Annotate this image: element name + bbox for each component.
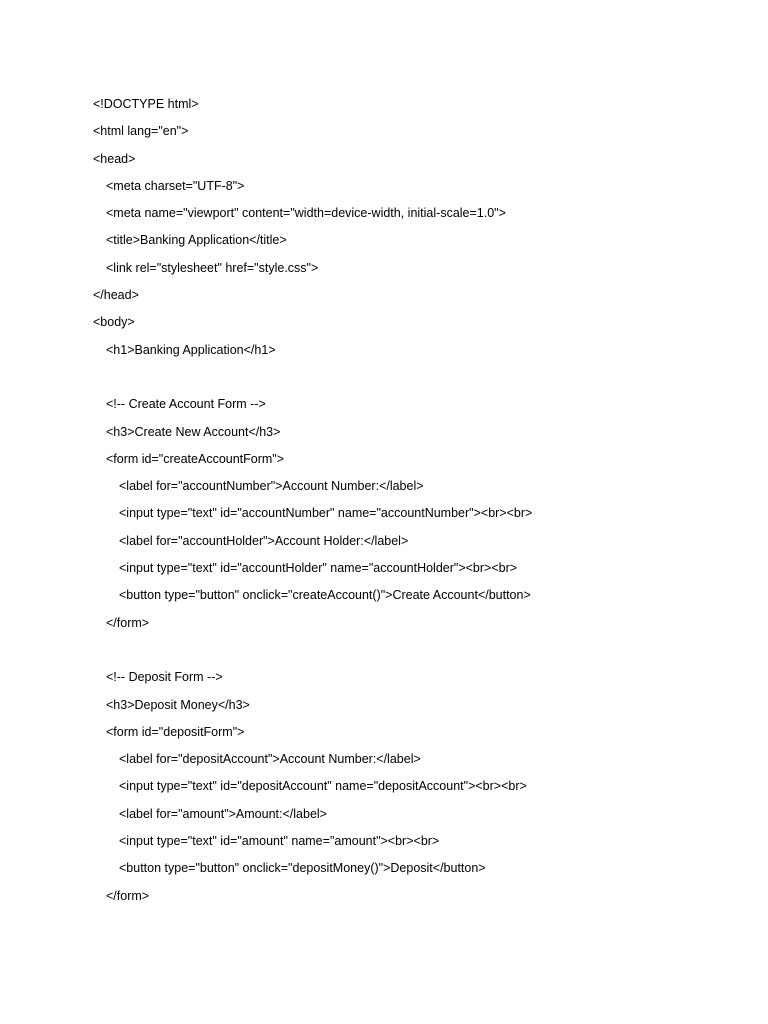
- code-line: <form id="depositForm">: [106, 724, 245, 739]
- code-line: <h3>Deposit Money</h3>: [106, 697, 250, 712]
- code-line: <h1>Banking Application</h1>: [106, 342, 276, 357]
- code-line: <input type="text" id="accountHolder" name="accountHolder"><br><br>: [119, 561, 518, 576]
- code-listing: [93, 96, 753, 915]
- code-line: <!-- Create Account Form -->: [106, 397, 266, 412]
- code-line: <label for="depositAccount">Account Number:</label>: [119, 752, 421, 767]
- code-line: <button type="button" onclick="createAccount()">Create Account</button>: [119, 588, 531, 603]
- code-line: <label for="amount">Amount:</label>: [119, 806, 327, 821]
- code-line: <input type="text" id="accountNumber" name="accountNumber"><br><br>: [119, 506, 533, 521]
- code-line: <head>: [93, 151, 136, 166]
- code-line: <!-- Deposit Form -->: [106, 670, 223, 685]
- code-line: <!DOCTYPE html>: [93, 97, 199, 111]
- code-line: <link rel="stylesheet" href="style.css">: [106, 260, 319, 275]
- code-line: </head>: [93, 288, 139, 303]
- code-line: <form id="createAccountForm">: [106, 451, 285, 466]
- code-line: <meta charset="UTF-8">: [106, 178, 245, 193]
- blank-line: [93, 642, 753, 669]
- code-line: <input type="text" id="amount" name="amount"><br><br>: [119, 834, 440, 849]
- code-line: <button type="button" onclick="depositMoney()">Deposit</button>: [119, 861, 486, 876]
- code-line: <meta name="viewport" content="width=device-width, initial-scale=1.0">: [106, 206, 506, 221]
- code-line: <html lang="en">: [93, 124, 189, 139]
- code-line: <input type="text" id="depositAccount" name="depositAccount"><br><br>: [119, 779, 527, 794]
- code-line: <label for="accountHolder">Account Holder:</label>: [119, 533, 409, 548]
- code-line: <body>: [93, 315, 135, 330]
- blank-line: [93, 369, 753, 396]
- code-line: </form>: [106, 888, 150, 903]
- code-line: <title>Banking Application</title>: [106, 233, 287, 248]
- code-line: <h3>Create New Account</h3>: [106, 424, 281, 439]
- code-line: <label for="accountNumber">Account Number:</label>: [119, 479, 424, 494]
- code-line: </form>: [106, 615, 150, 630]
